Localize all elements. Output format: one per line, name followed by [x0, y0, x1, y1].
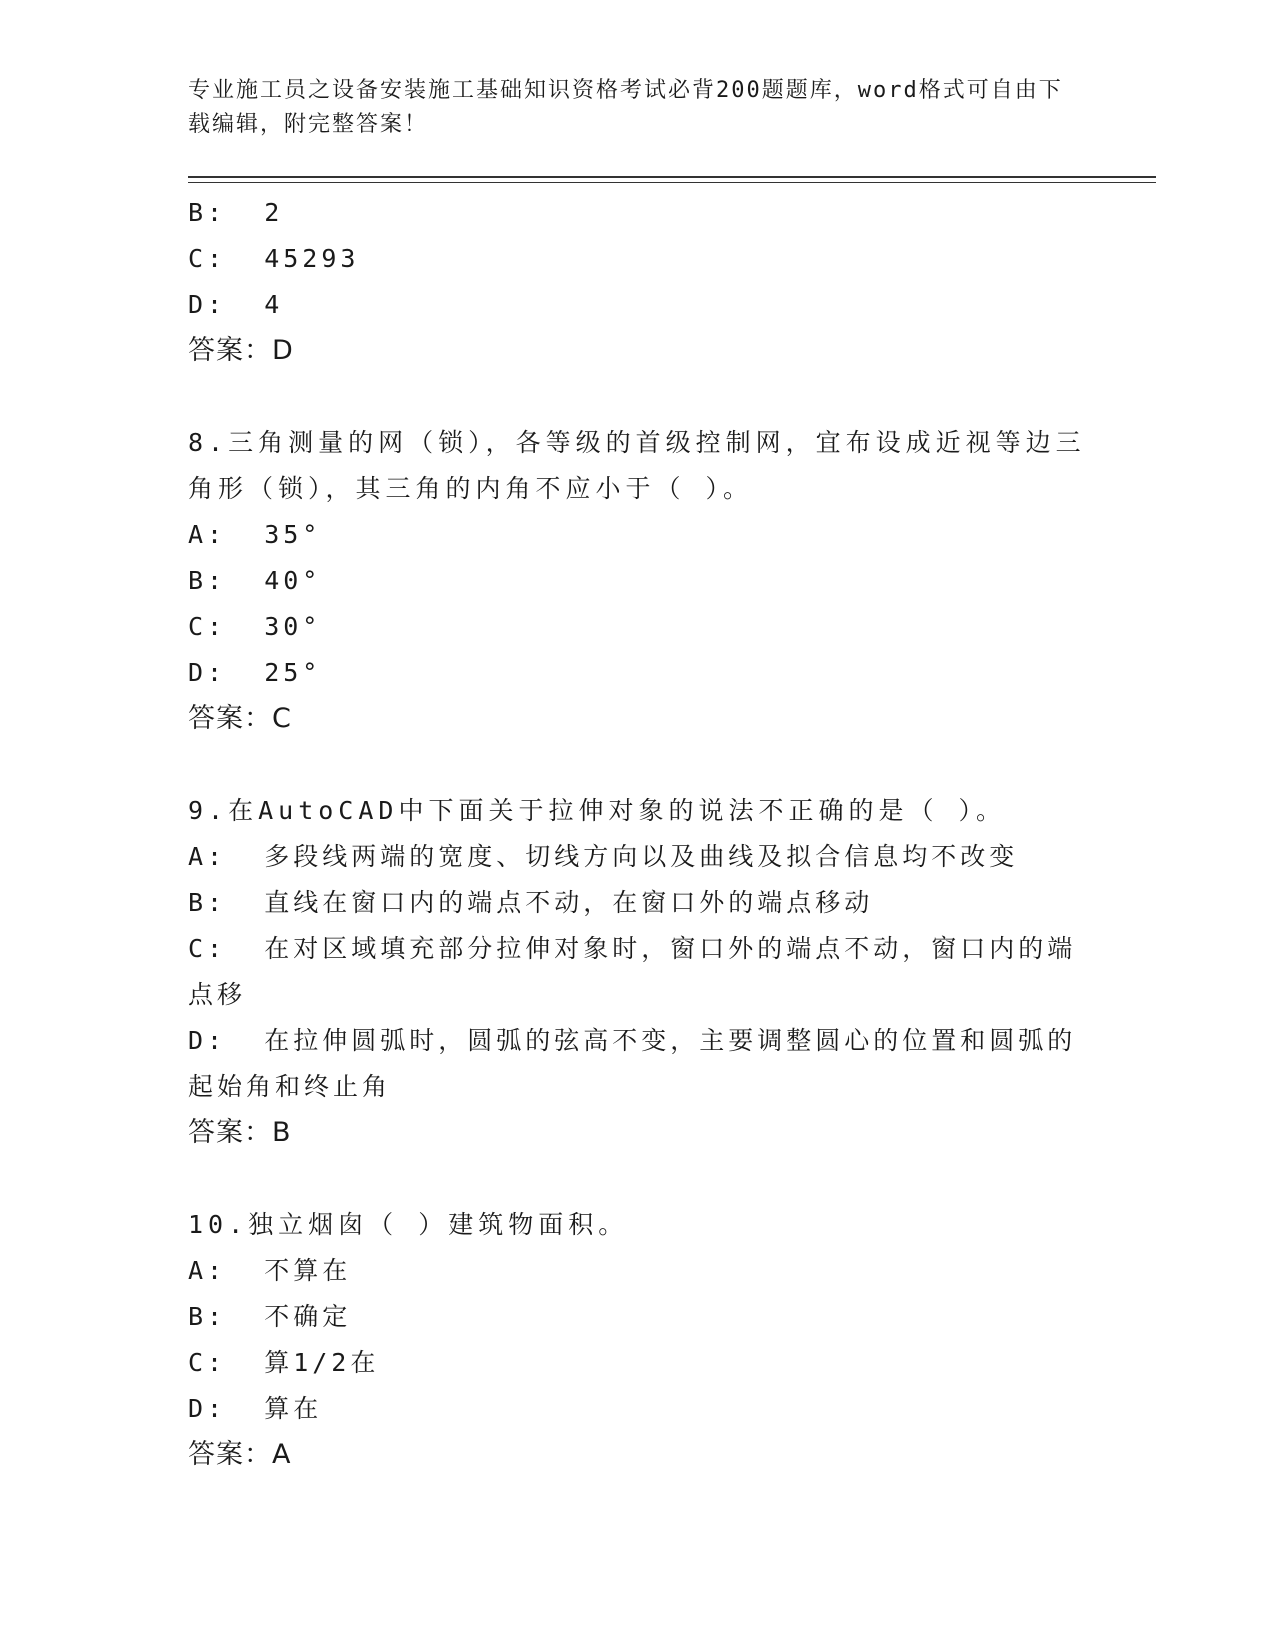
answer-line: 答案：C — [188, 703, 292, 734]
option-b: B: 不确定 — [188, 1302, 352, 1331]
previous-question-tail — [188, 190, 1088, 374]
question-block-10 — [188, 1202, 1088, 1478]
answer-line: 答案：B — [188, 1117, 292, 1148]
option-c: C: 45293 — [188, 244, 360, 273]
option-c: C: 在对区域填充部分拉伸对象时，窗口外的端点不动，窗口内的端点移 — [188, 934, 1077, 1009]
option-c: C: 30° — [188, 612, 322, 641]
option-b: B: 直线在窗口内的端点不动，在窗口外的端点移动 — [188, 888, 874, 917]
option-b: B: 40° — [188, 566, 322, 595]
question-block-9 — [188, 788, 1088, 1156]
option-a: A: 多段线两端的宽度、切线方向以及曲线及拟合信息均不改变 — [188, 842, 1019, 871]
option-c: C: 算1/2在 — [188, 1348, 380, 1377]
question-stem: 8.三角测量的网（锁），各等级的首级控制网，宜布设成近视等边三角形（锁），其三角的内角不应小于（ ）。 — [188, 428, 1086, 503]
answer-line: 答案：A — [188, 1439, 292, 1470]
option-a: A: 35° — [188, 520, 322, 549]
option-d: D: 25° — [188, 658, 322, 687]
option-b: B: 2 — [188, 198, 284, 227]
spacer — [188, 374, 1088, 420]
spacer — [188, 1156, 1088, 1202]
question-list — [188, 190, 1088, 1478]
option-d: D: 在拉伸圆弧时，圆弧的弦高不变，主要调整圆心的位置和圆弧的起始角和终止角 — [188, 1026, 1077, 1101]
question-block-8 — [188, 420, 1088, 742]
spacer — [188, 742, 1088, 788]
option-d: D: 算在 — [188, 1394, 323, 1423]
question-stem: 9.在AutoCAD中下面关于拉伸对象的说法不正确的是（ ）。 — [188, 796, 1007, 825]
answer-line: 答案：D — [188, 335, 294, 366]
option-d: D: 4 — [188, 290, 284, 319]
header-divider-thin — [188, 182, 1156, 183]
document-header: 专业施工员之设备安装施工基础知识资格考试必背200题题库，word格式可自由下载编辑，附完整答案！ — [188, 78, 1063, 137]
option-a: A: 不算在 — [188, 1256, 352, 1285]
question-stem: 10.独立烟囱（ ）建筑物面积。 — [188, 1210, 629, 1239]
header-divider — [188, 176, 1156, 178]
